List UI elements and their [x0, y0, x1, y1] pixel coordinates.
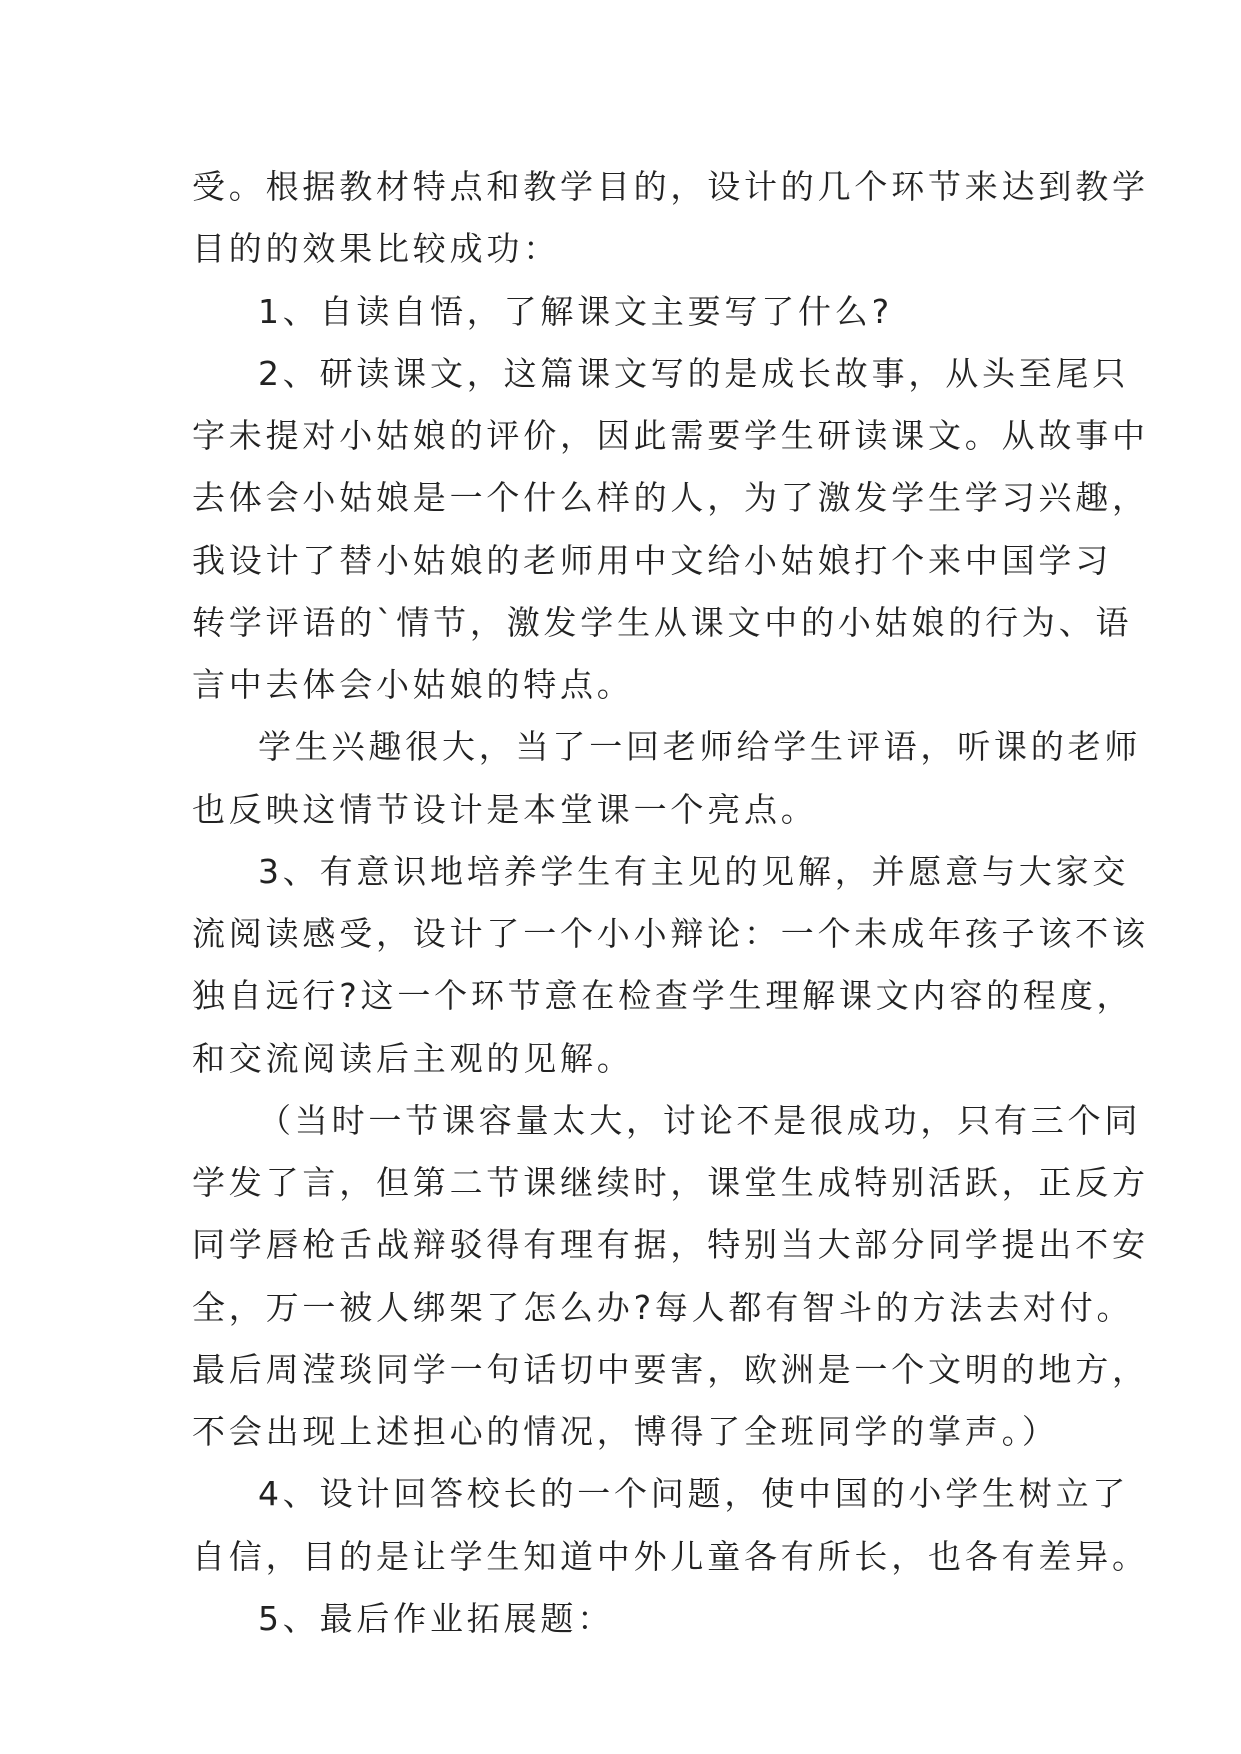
text-line: 5、最后作业拓展题：	[258, 1598, 614, 1638]
text-line: 最后周滢琰同学一句话切中要害，欧洲是一个文明的地方，	[192, 1349, 1149, 1389]
text-line: 1、自读自悟，了解课文主要写了什么?	[258, 291, 893, 331]
text-line: 我设计了替小姑娘的老师用中文给小姑娘打个来中国学习	[192, 540, 1112, 580]
text-line: 学发了言，但第二节课继续时，课堂生成特别活跃，正反方	[192, 1163, 1149, 1202]
text-line: 独自远行?这一个环节意在检查学生理解课文内容的程度，	[192, 976, 1134, 1016]
text-line: （当时一节课容量太大，讨论不是很成功，只有三个同	[258, 1100, 1142, 1140]
text-line: 去体会小姑娘是一个什么样的人，为了激发学生学习兴趣，	[192, 478, 1149, 518]
text-line: 全，万一被人绑架了怎么办?每人都有智斗的方法去对付。	[192, 1287, 1134, 1327]
text-line: 学生兴趣很大，当了一回老师给学生评语，听课的老师	[258, 727, 1142, 767]
text-line: 受。根据教材特点和教学目的，设计的几个环节来达到教学	[192, 167, 1149, 206]
text-line: 不会出现上述担心的情况，博得了全班同学的掌声。）	[192, 1412, 1059, 1451]
text-line: 字未提对小姑娘的评价，因此需要学生研读课文。从故事中	[192, 416, 1149, 455]
text-line: 言中去体会小姑娘的特点。	[192, 665, 634, 704]
text-line: 流阅读感受，设计了一个小小辩论：一个未成年孩子该不该	[192, 914, 1149, 953]
text-line: 转学评语的`情节，激发学生从课文中的小姑娘的行为、语	[192, 602, 1133, 642]
text-line: 同学唇枪舌战辩驳得有理有据，特别当大部分同学提出不安	[192, 1225, 1149, 1265]
text-line: 4、设计回答校长的一个问题，使中国的小学生树立了	[258, 1474, 1130, 1514]
document-body	[192, 156, 1149, 1650]
text-line: 目的的效果比较成功：	[192, 229, 560, 269]
text-line: 也反映这情节设计是本堂课一个亮点。	[192, 789, 818, 829]
text-line: 2、研读课文，这篇课文写的是成长故事，从头至尾只	[258, 353, 1130, 393]
text-line: 和交流阅读后主观的见解。	[192, 1038, 634, 1078]
text-line: 自信，目的是让学生知道中外儿童各有所长，也各有差异。	[192, 1536, 1149, 1576]
text-line: 3、有意识地培养学生有主见的见解，并愿意与大家交	[258, 851, 1130, 891]
